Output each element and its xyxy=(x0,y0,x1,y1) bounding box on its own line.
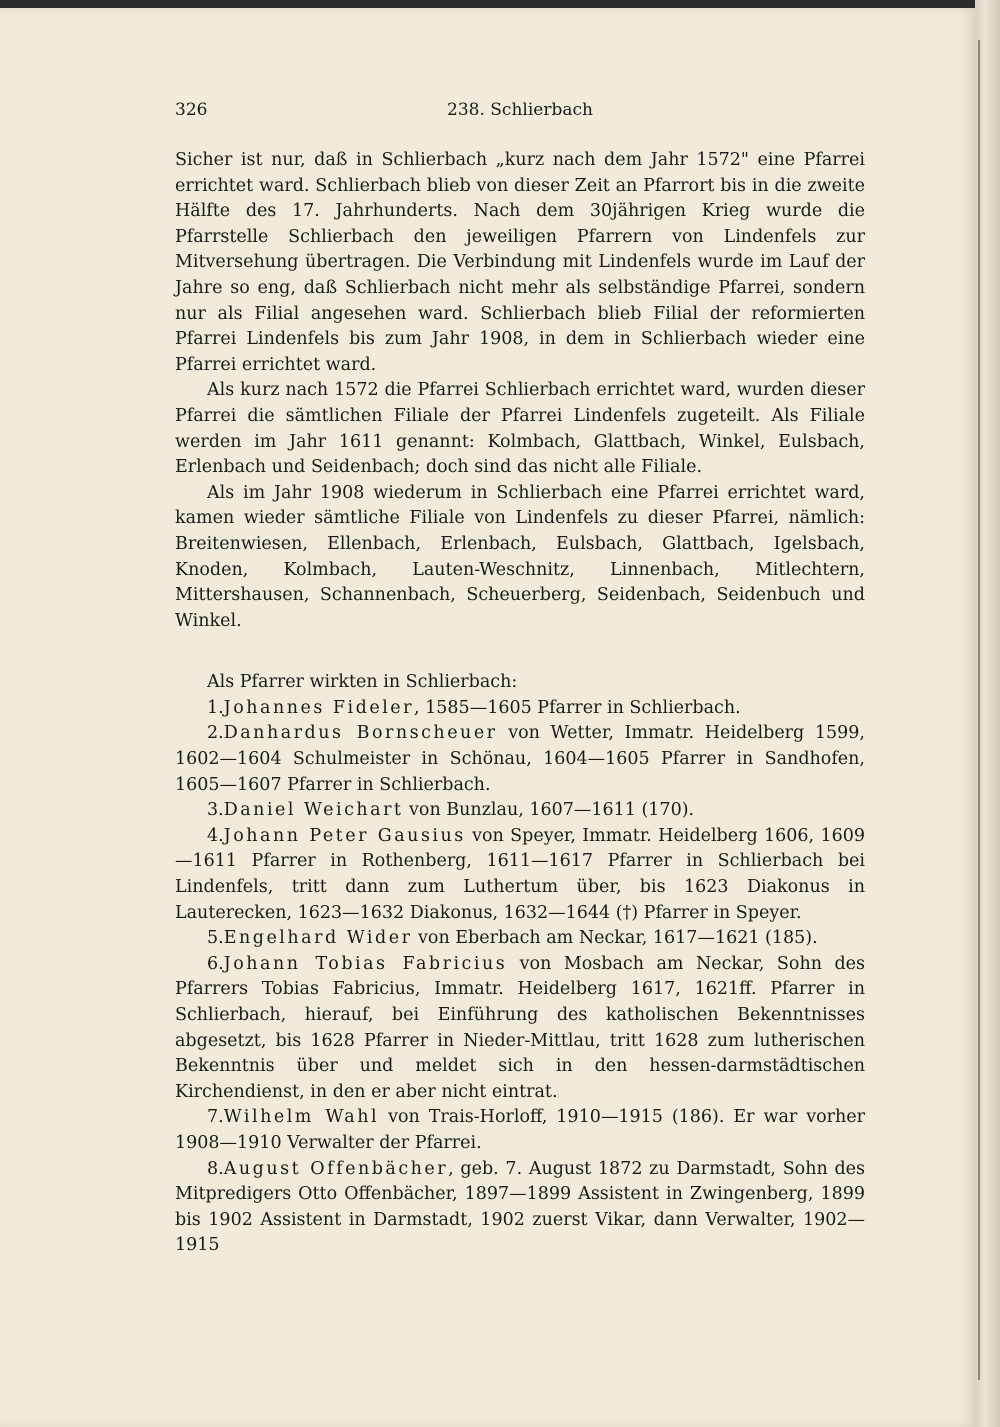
pastor-entry xyxy=(175,926,865,952)
pastor-entry xyxy=(175,696,865,722)
list-intro: Als Pfarrer wirkten in Schlierbach: xyxy=(207,672,518,693)
entry-text: von Eberbach am Neckar, 1617—1621 (185). xyxy=(412,928,818,949)
page-header xyxy=(175,100,865,130)
entry-number: 7. xyxy=(207,1107,224,1128)
entry-text: von Trais-Horloff, 1910—1915 (186). Er war vorher 1908—1910 Verwalter der Pfarrei. xyxy=(175,1107,865,1153)
pastor-name: Johann Tobias Fabricius xyxy=(223,953,508,974)
pastor-entry xyxy=(175,952,865,1106)
pastor-entry xyxy=(175,1105,865,1156)
paragraph: Als im Jahr 1908 wiederum in Schlierbach eine Pfarrei errichtet ward, kamen wieder sämtliche Filiale von Lindenfels zu dieser Pfarrei, nämlich: Breitenwiesen, Ellenbach, Erlenbach, Eulsbach, Glattbach, Igelsbach, Knoden, Kolmbach, Lauten-Weschnitz, Linnenbach, Mitlechtern, Mittershausen, Schannenbach, Scheuerberg, Seidenbach, Seidenbuch und Winkel. xyxy=(175,482,865,631)
entry-text: von Mosbach am Neckar, Sohn des Pfarrers Tobias Fabricius, Immatr. Heidelberg 1617, 1621ff. Pfarrer in Schlierbach, hierauf, bei Einführung des katholischen Bekenntnisses abgesetzt, bis 1628 Pfarrer in Nieder-Mittlau, tritt 1628 zum lutherischen Bekenntnis über und meldet sich in den hessen-darmstädtischen Kirchendienst, in den er aber nicht eintrat. xyxy=(175,953,865,1102)
entry-text: von Speyer, Immatr. Heidelberg 1606, 1609—1611 Pfarrer in Rothenberg, 1611—1617 Pfarrer in Schlierbach bei Lindenfels, tritt dann zum Luthertum über, bis 1623 Diakonus in Lauterecken, 1623—1632 Diakonus, 1632—1644 (†) Pfarrer in Speyer. xyxy=(175,825,865,923)
entry-number: 8. xyxy=(207,1158,224,1179)
entry-number: 1. xyxy=(207,697,224,718)
entry-number: 3. xyxy=(207,800,224,821)
chapter-title: 238. Schlierbach xyxy=(447,100,593,120)
entry-number: 2. xyxy=(207,723,224,744)
spacer xyxy=(175,634,865,670)
pastor-name: Engelhard Wider xyxy=(223,928,413,949)
pastor-entry xyxy=(175,824,865,926)
body-text xyxy=(175,148,865,1259)
paragraph: Als kurz nach 1572 die Pfarrei Schlierbach errichtet ward, wurden dieser Pfarrei die sämtlichen Filiale der Pfarrei Lindenfels zugeteilt. Als Filiale werden im Jahr 1611 genannt: Kolmbach, Glattbach, Winkel, Eulsbach, Erlenbach und Seidenbach; doch sind das nicht alle Filiale. xyxy=(175,380,865,478)
pastor-entry xyxy=(175,721,865,798)
book-page xyxy=(0,8,975,1427)
entry-text: von Bunzlau, 1607—1611 (170). xyxy=(403,800,695,821)
binding-line xyxy=(978,40,980,1380)
pastor-name: Johannes Fideler xyxy=(223,697,415,718)
entry-text: , geb. 7. August 1872 zu Darmstadt, Sohn des Mitpredigers Otto Offenbächer, 1897—1899 Assistent in Zwingenberg, 1899 bis 1902 Assistent in Darmstadt, 1902 zuerst Vikar, dann Verwalter, 1902—1915 xyxy=(175,1158,865,1256)
entry-number: 4. xyxy=(207,825,224,846)
pastor-name: Danhardus Bornscheuer xyxy=(223,723,498,744)
entry-number: 6. xyxy=(207,953,224,974)
pastor-entry xyxy=(175,1157,865,1259)
scan-top-border xyxy=(0,0,1000,8)
pastor-name: August Offenbächer xyxy=(223,1158,449,1179)
paragraph: Sicher ist nur, daß in Schlierbach „kurz nach dem Jahr 1572" eine Pfarrei errichtet ward. Schlierbach blieb von dieser Zeit an Pfarrort bis in die zweite Hälfte des 17. Jahrhunderts. Nach dem 30jährigen Krieg wurde die Pfarrstelle Schlierbach den jeweiligen Pfarrern von Lindenfels zur Mitversehung übertragen. Die Verbindung mit Lindenfels wurde im Lauf der Jahre so eng, daß Schlierbach nicht mehr als selbständige Pfarrei, sondern nur als Filial angesehen ward. Schlierbach blieb Filial der reformierten Pfarrei Lindenfels bis zum Jahr 1908, in dem in Schlierbach wieder eine Pfarrei errichtet ward. xyxy=(175,150,865,375)
pastor-name: Daniel Weichart xyxy=(223,800,404,821)
entry-text: , 1585—1605 Pfarrer in Schlierbach. xyxy=(414,697,741,718)
entry-number: 5. xyxy=(207,928,224,949)
page-number: 326 xyxy=(175,100,208,120)
pastor-name: Johann Peter Gausius xyxy=(223,825,466,846)
pastor-entry xyxy=(175,798,865,824)
pastor-name: Wilhelm Wahl xyxy=(223,1107,380,1128)
entry-text: von Wetter, Immatr. Heidelberg 1599, 1602—1604 Schulmeister in Schönau, 1604—1605 Pfarrer in Sandhofen, 1605—1607 Pfarrer in Schlierbach. xyxy=(175,723,865,795)
